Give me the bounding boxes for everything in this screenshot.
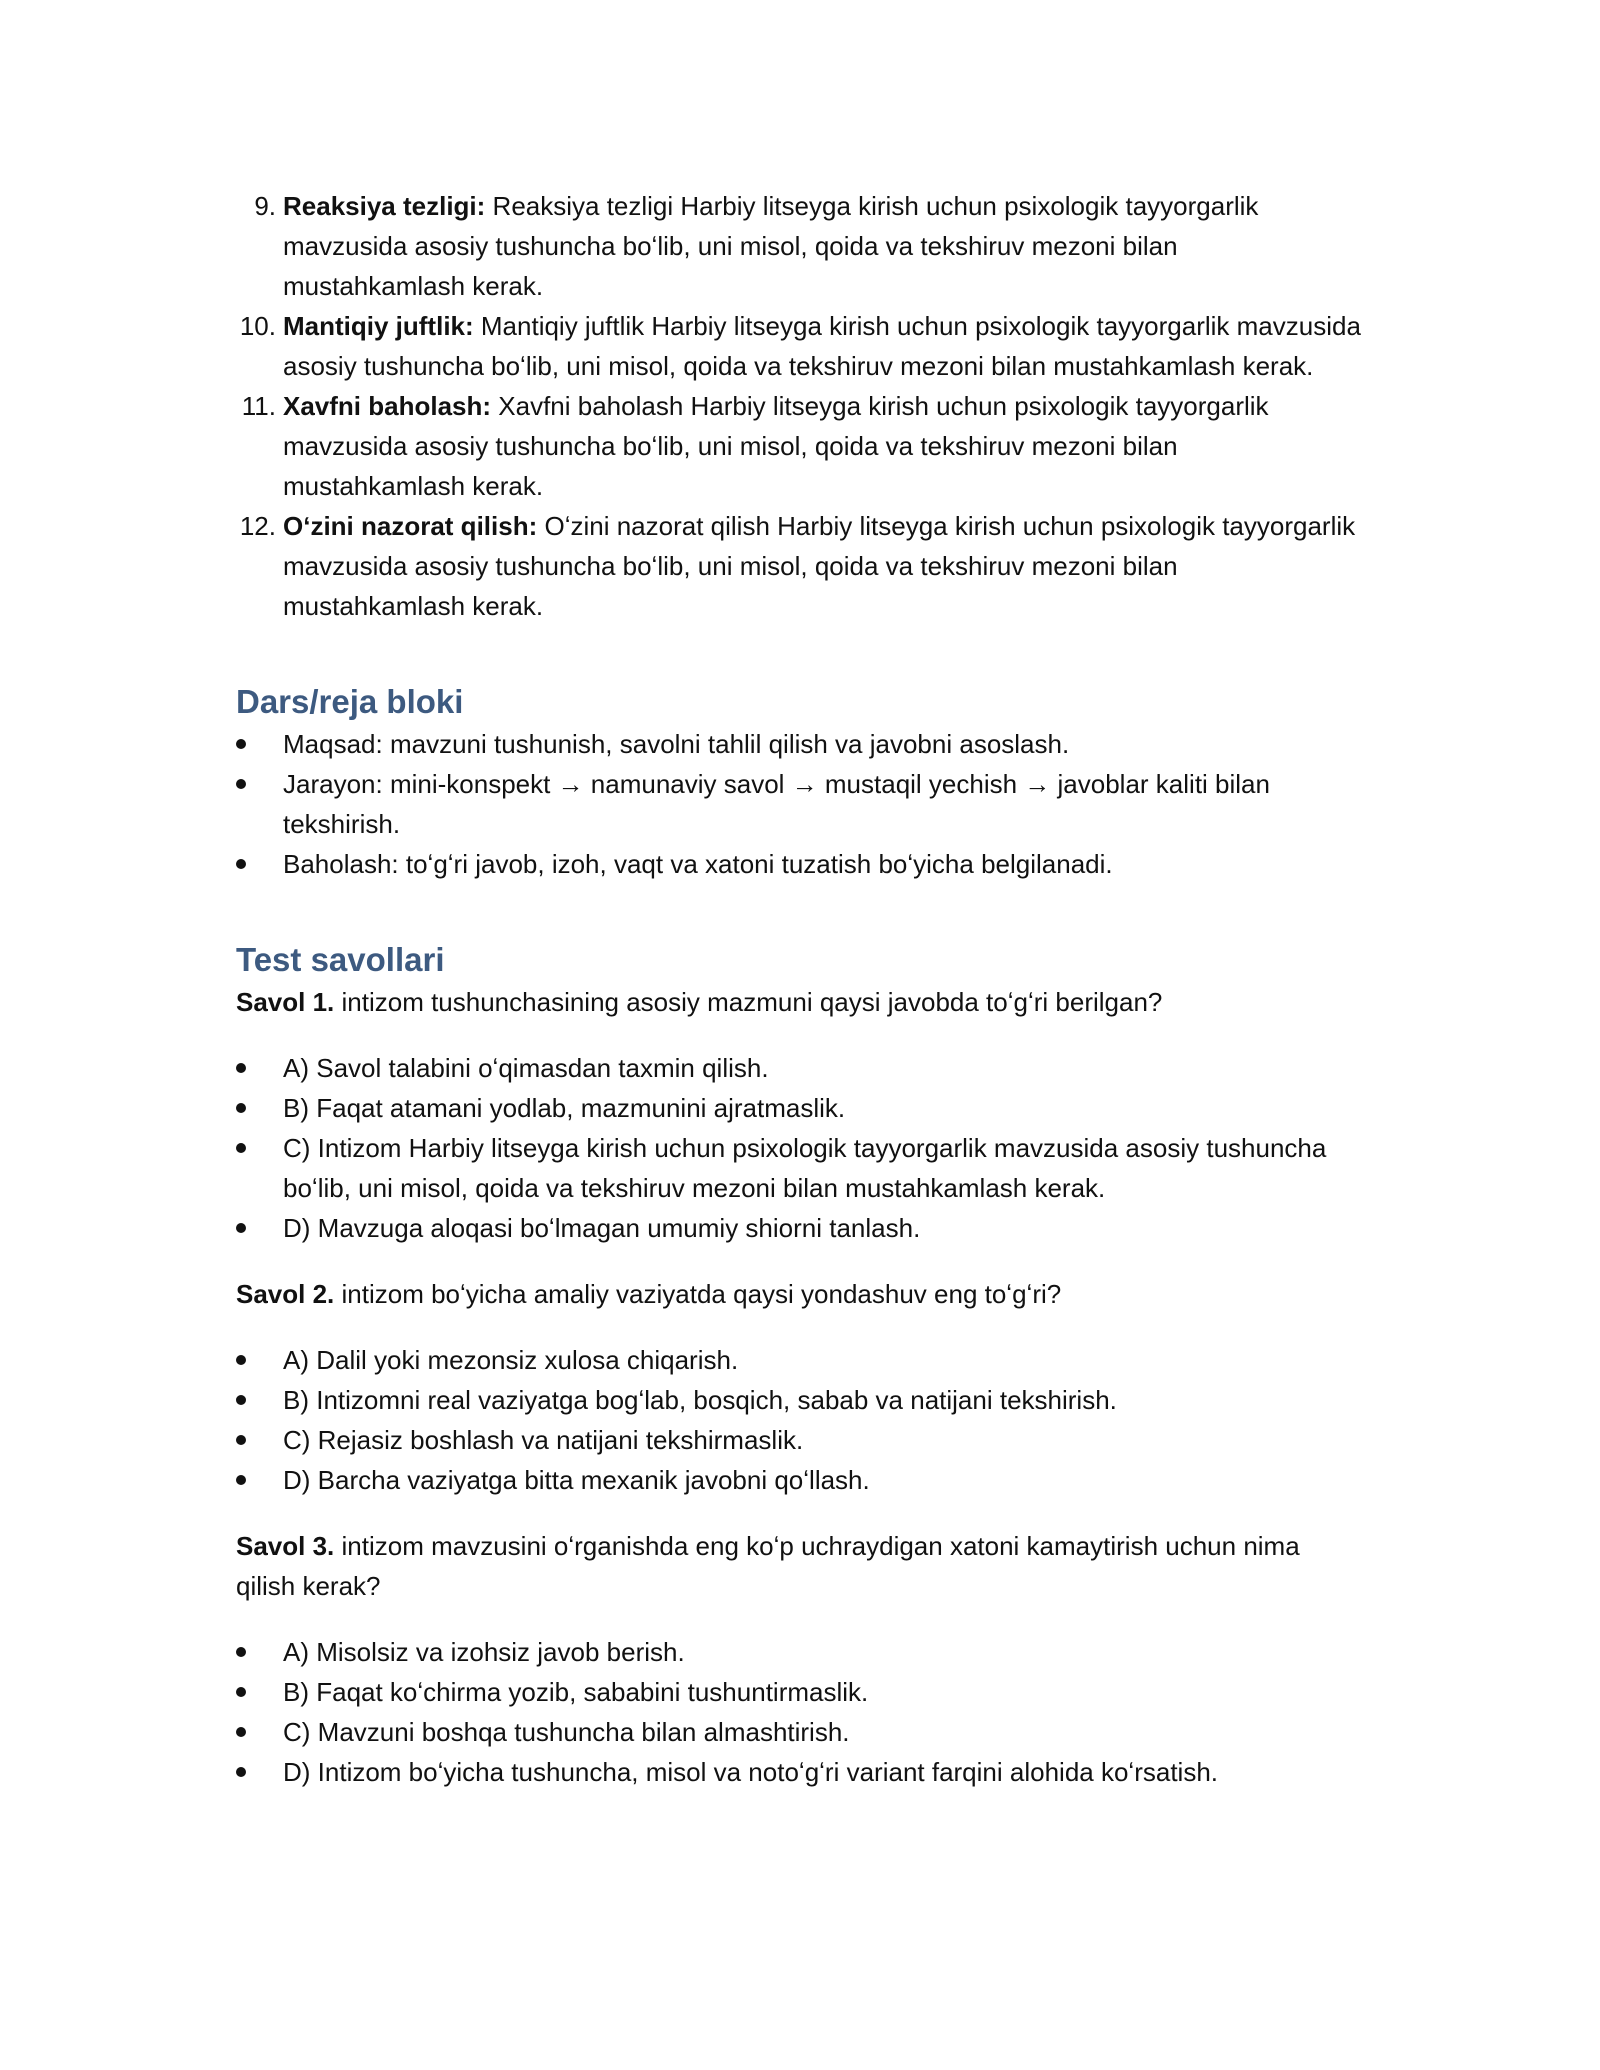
bullet-icon <box>236 1223 246 1233</box>
question-1 <box>236 982 1366 1022</box>
section-heading-dars: Dars/reja bloki <box>236 683 464 720</box>
question-1-options <box>236 1048 1366 1248</box>
item-number: 10. <box>239 311 276 341</box>
item-term: Mantiqiy juftlik: <box>283 311 474 341</box>
option-text: A) Savol talabini oʻqimasdan taxmin qilish. <box>283 1053 769 1083</box>
answer-option <box>236 1460 1366 1500</box>
list-item <box>236 386 1366 506</box>
bullet-icon <box>236 1767 246 1777</box>
list-item <box>236 186 1366 306</box>
option-text: B) Intizomni real vaziyatga bogʻlab, bosqich, sabab va natijani tekshirish. <box>283 1385 1117 1415</box>
option-text: D) Intizom boʻyicha tushuncha, misol va notoʻgʻri variant farqini alohida koʻrsatish. <box>283 1757 1218 1787</box>
question-3-options <box>236 1632 1366 1792</box>
bullet-icon <box>236 739 246 749</box>
option-text: A) Dalil yoki mezonsiz xulosa chiqarish. <box>283 1345 739 1375</box>
option-text: A) Misolsiz va izohsiz javob berish. <box>283 1637 685 1667</box>
bullet-text: Maqsad: mavzuni tushunish, savolni tahlil qilish va javobni asoslash. <box>283 729 1070 759</box>
section-heading-test: Test savollari <box>236 941 445 978</box>
list-item <box>236 844 1366 884</box>
option-text: C) Intizom Harbiy litseyga kirish uchun psixologik tayyorgarlik mavzusida asosiy tushuncha boʻlib, uni misol, qoida va tekshiruv mezoni bilan mustahkamlash kerak. <box>283 1133 1327 1203</box>
answer-option <box>236 1048 1366 1088</box>
concept-list <box>236 186 1366 626</box>
item-text: Oʻzini nazorat qilish Harbiy litseyga kirish uchun psixologik tayyorgarlik mavzusida asosiy tushuncha boʻlib, uni misol, qoida va tekshiruv mezoni bilan mustahkamlash kerak. <box>283 511 1356 621</box>
question-label: Savol 1. <box>236 987 335 1017</box>
question-text: intizom tushunchasining asosiy mazmuni qaysi javobda toʻgʻri berilgan? <box>334 987 1163 1017</box>
answer-option <box>236 1672 1366 1712</box>
option-text: C) Rejasiz boshlash va natijani tekshirmaslik. <box>283 1425 804 1455</box>
question-2-options <box>236 1340 1366 1500</box>
question-label: Savol 3. <box>236 1531 335 1561</box>
answer-option <box>236 1128 1366 1208</box>
bullet-icon <box>236 1647 246 1657</box>
answer-option <box>236 1632 1366 1672</box>
list-item <box>236 306 1366 386</box>
bullet-icon <box>236 1355 246 1365</box>
bullet-icon <box>236 1063 246 1073</box>
option-text: D) Mavzuga aloqasi boʻlmagan umumiy shiorni tanlash. <box>283 1213 921 1243</box>
question-2 <box>236 1274 1366 1314</box>
bullet-icon <box>236 1687 246 1697</box>
bullet-icon <box>236 859 246 869</box>
list-item <box>236 724 1366 764</box>
item-number: 12. <box>239 511 276 541</box>
answer-option <box>236 1420 1366 1460</box>
question-text: intizom mavzusini oʻrganishda eng koʻp uchraydigan xatoni kamaytirish uchun nima qilish kerak? <box>236 1531 1300 1601</box>
option-text: B) Faqat atamani yodlab, mazmunini ajratmaslik. <box>283 1093 846 1123</box>
item-text: Reaksiya tezligi Harbiy litseyga kirish uchun psixologik tayyorgarlik mavzusida asosiy tushuncha boʻlib, uni misol, qoida va tekshiruv mezoni bilan mustahkamlash kerak. <box>283 191 1259 301</box>
question-text: intizom boʻyicha amaliy vaziyatda qaysi yondashuv eng toʻgʻri? <box>334 1279 1062 1309</box>
question-label: Savol 2. <box>236 1279 335 1309</box>
option-text: B) Faqat koʻchirma yozib, sababini tushuntirmaslik. <box>283 1677 869 1707</box>
answer-option <box>236 1752 1366 1792</box>
bullet-icon <box>236 1435 246 1445</box>
bullet-icon <box>236 1395 246 1405</box>
item-term: Reaksiya tezligi: <box>283 191 486 221</box>
list-item <box>236 764 1366 844</box>
bullet-text: Jarayon: mini-konspekt → namunaviy savol → mustaqil yechish → javoblar kaliti bilan tekshirish. <box>283 769 1270 839</box>
item-text: Xavfni baholash Harbiy litseyga kirish uchun psixologik tayyorgarlik mavzusida asosiy tushuncha boʻlib, uni misol, qoida va tekshiruv mezoni bilan mustahkamlash kerak. <box>283 391 1269 501</box>
item-term: Oʻzini nazorat qilish: <box>283 511 538 541</box>
bullet-icon <box>236 1475 246 1485</box>
option-text: D) Barcha vaziyatga bitta mexanik javobni qoʻllash. <box>283 1465 870 1495</box>
item-number: 11. <box>241 391 276 421</box>
option-text: C) Mavzuni boshqa tushuncha bilan almashtirish. <box>283 1717 850 1747</box>
answer-option <box>236 1380 1366 1420</box>
list-item <box>236 506 1366 626</box>
bullet-icon <box>236 1143 246 1153</box>
bullet-text: Baholash: toʻgʻri javob, izoh, vaqt va xatoni tuzatish boʻyicha belgilanadi. <box>283 849 1113 879</box>
bullet-icon <box>236 1727 246 1737</box>
item-number: 9. <box>254 191 276 221</box>
answer-option <box>236 1340 1366 1380</box>
item-text: Mantiqiy juftlik Harbiy litseyga kirish uchun psixologik tayyorgarlik mavzusida asosiy tushuncha boʻlib, uni misol, qoida va tekshiruv mezoni bilan mustahkamlash kerak. <box>283 311 1361 381</box>
answer-option <box>236 1712 1366 1752</box>
bullet-icon <box>236 1103 246 1113</box>
page-content <box>236 186 1366 1792</box>
bullet-icon <box>236 779 246 789</box>
dars-bullet-list <box>236 724 1366 884</box>
question-3 <box>236 1526 1366 1606</box>
answer-option <box>236 1208 1366 1248</box>
item-term: Xavfni baholash: <box>283 391 492 421</box>
answer-option <box>236 1088 1366 1128</box>
